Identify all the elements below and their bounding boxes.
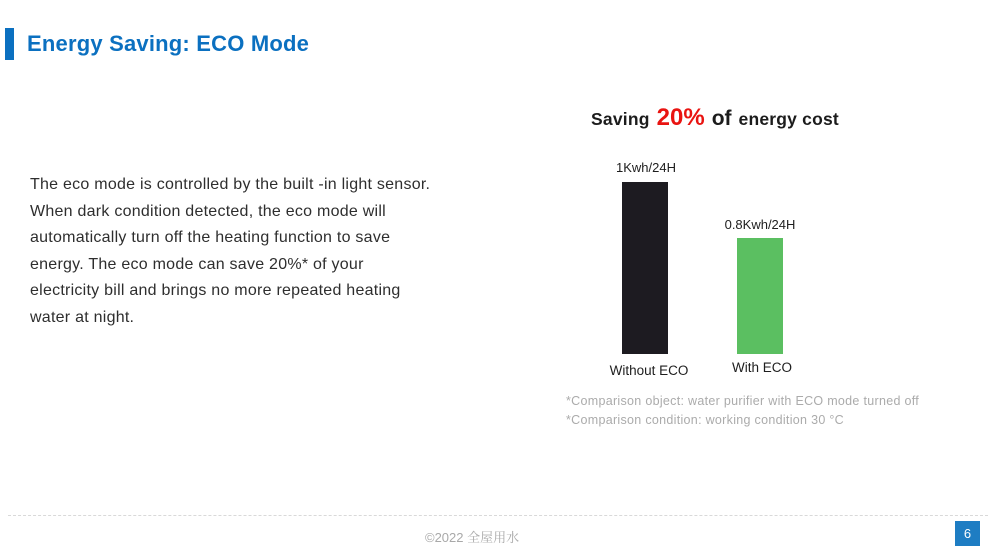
title-accent-bar: [5, 28, 14, 60]
chart-title: [545, 104, 885, 132]
chart-title-suffix: energy cost: [738, 109, 839, 129]
body-line: energy. The eco mode can save 20%* of your: [30, 255, 364, 273]
body-paragraph: [30, 172, 430, 332]
chart-footnotes: [566, 392, 919, 429]
bar-category-label-with-eco: With ECO: [731, 360, 793, 375]
page-title: Energy Saving: ECO Mode: [27, 31, 310, 56]
bar-with-eco: [737, 238, 783, 354]
footnote-line: *Comparison object: water purifier with ECO mode turned off: [566, 394, 920, 408]
chart-title-highlight: 20%: [656, 104, 705, 131]
footnote-line: *Comparison condition: working condition 30 °C: [566, 412, 844, 427]
body-line: electricity bill and brings no more repeated heating: [30, 282, 401, 300]
body-line: When dark condition detected, the eco mode will: [30, 202, 386, 220]
bar-value-label-with-eco: 0.8Kwh/24H: [724, 217, 796, 232]
bar-value-label-without-eco: 1Kwh/24H: [616, 160, 676, 175]
chart-title-prefix: Saving: [591, 109, 650, 129]
footer-divider-line: [8, 515, 988, 516]
copyright-text: ©2022 全屋用水: [425, 530, 520, 545]
bar-without-eco: [622, 182, 668, 354]
page-number-badge: 6: [955, 521, 980, 546]
body-line: water at night.: [30, 308, 135, 326]
bar-category-label-without-eco: Without ECO: [609, 363, 689, 378]
body-line: The eco mode is controlled by the built -in light sensor.: [30, 176, 431, 193]
body-line: automatically turn off the heating function to save: [30, 229, 391, 247]
chart-title-connector: of: [711, 107, 732, 130]
